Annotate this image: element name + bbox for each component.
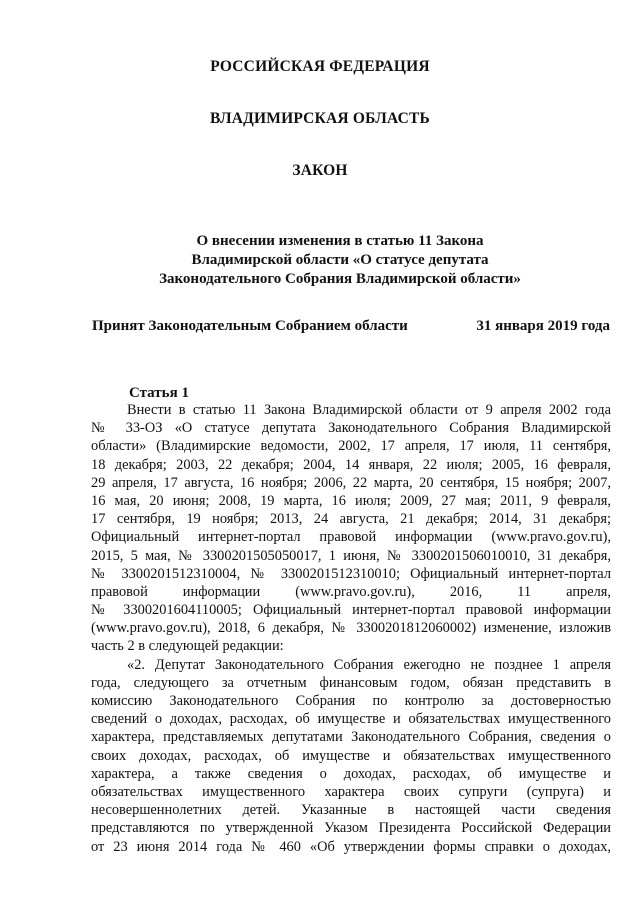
adopted-by: Принят Законодательным Собранием области [92, 318, 408, 334]
body-line: № 3300201512310004, № 3300201512310010; Официальный интернет-портал [91, 565, 611, 582]
body-line: несовершеннолетних детей. Указанные в настоящей части сведения [91, 802, 611, 819]
law-title-line: Владимирской области «О статусе депутата [191, 252, 489, 268]
doc-type-heading: ЗАКОН [292, 162, 348, 179]
body-line: «2. Депутат Законодательного Собрания ежегодно не позднее 1 апреля [127, 656, 611, 673]
body-line: обязательствах имущественного характера своих супруги (супруга) и [91, 783, 611, 800]
body-line: Внести в статью 11 Закона Владимирской области от 9 апреля 2002 года [127, 402, 611, 418]
region-heading: ВЛАДИМИРСКАЯ ОБЛАСТЬ [210, 110, 430, 127]
body-line: 29 апреля, 17 августа, 16 ноября; 2006, 22 марта, 20 сентября, 15 ноября; 2007, [91, 474, 611, 491]
body-line: характера, а также сведения о доходах, расходах, об имуществе и [91, 765, 611, 782]
body-line: (www.pravo.gov.ru), 2018, 6 декабря, № 3300201812060002) изменение, изложив [91, 620, 611, 637]
body-line: области» (Владимирские ведомости, 2002, 17 апреля, 17 июля, 11 сентября, [91, 438, 611, 455]
body-line: 16 мая, 20 июня; 2008, 19 марта, 16 июля; 2009, 27 мая; 2011, 9 февраля, [91, 492, 611, 509]
body-line: 18 декабря; 2003, 22 декабря; 2004, 14 января, 22 июля; 2005, 16 февраля, [91, 456, 611, 473]
article-body [91, 401, 611, 856]
law-title [40, 232, 640, 289]
body-line: Официальный интернет-портал правовой информации (www.pravo.gov.ru), [91, 529, 611, 546]
body-line: года, следующего за отчетным финансовым годом, обязан представить в [91, 674, 611, 691]
body-line: сведений о доходах, расходах, об имуществе и обязательствах имущественного [91, 711, 611, 728]
adoption-date: 31 января 2019 года [476, 318, 610, 334]
body-line: 2015, 5 мая, № 3300201505050017, 1 июня, № 3300201506010010, 31 декабря, [91, 547, 611, 564]
body-line: от 23 июня 2014 года № 460 «Об утверждении формы справки о доходах, [91, 838, 611, 855]
body-line: № 3300201604110005; Официальный интернет-портал правовой информации [91, 602, 611, 619]
article-heading: Статья 1 [129, 385, 189, 401]
body-line: правовой информации (www.pravo.gov.ru), 2016, 11 апреля, [91, 583, 611, 600]
body-line: характера, представляемых депутатами Законодательного Собрания, сведения о [91, 729, 611, 746]
body-line: своих доходах, расходах, об имуществе и обязательствах имущественного [91, 747, 611, 764]
law-title-line: О внесении изменения в статью 11 Закона [196, 233, 484, 249]
law-title-line: Законодательного Собрания Владимирской области» [159, 271, 521, 287]
body-line: комиссию Законодательного Собрания по контролю за достоверностью [91, 693, 611, 709]
country-heading: РОССИЙСКАЯ ФЕДЕРАЦИЯ [210, 58, 430, 75]
body-line: часть 2 в следующей редакции: [91, 638, 284, 655]
body-line: 17 сентября, 19 ноября; 2013, 24 августа, 21 декабря; 2014, 31 декабря; [91, 511, 611, 528]
body-line: № 33-ОЗ «О статусе депутата Законодательного Собрания Владимирской [91, 420, 611, 437]
body-line: представляются по утвержденной Указом Президента Российской Федерации [91, 820, 611, 837]
